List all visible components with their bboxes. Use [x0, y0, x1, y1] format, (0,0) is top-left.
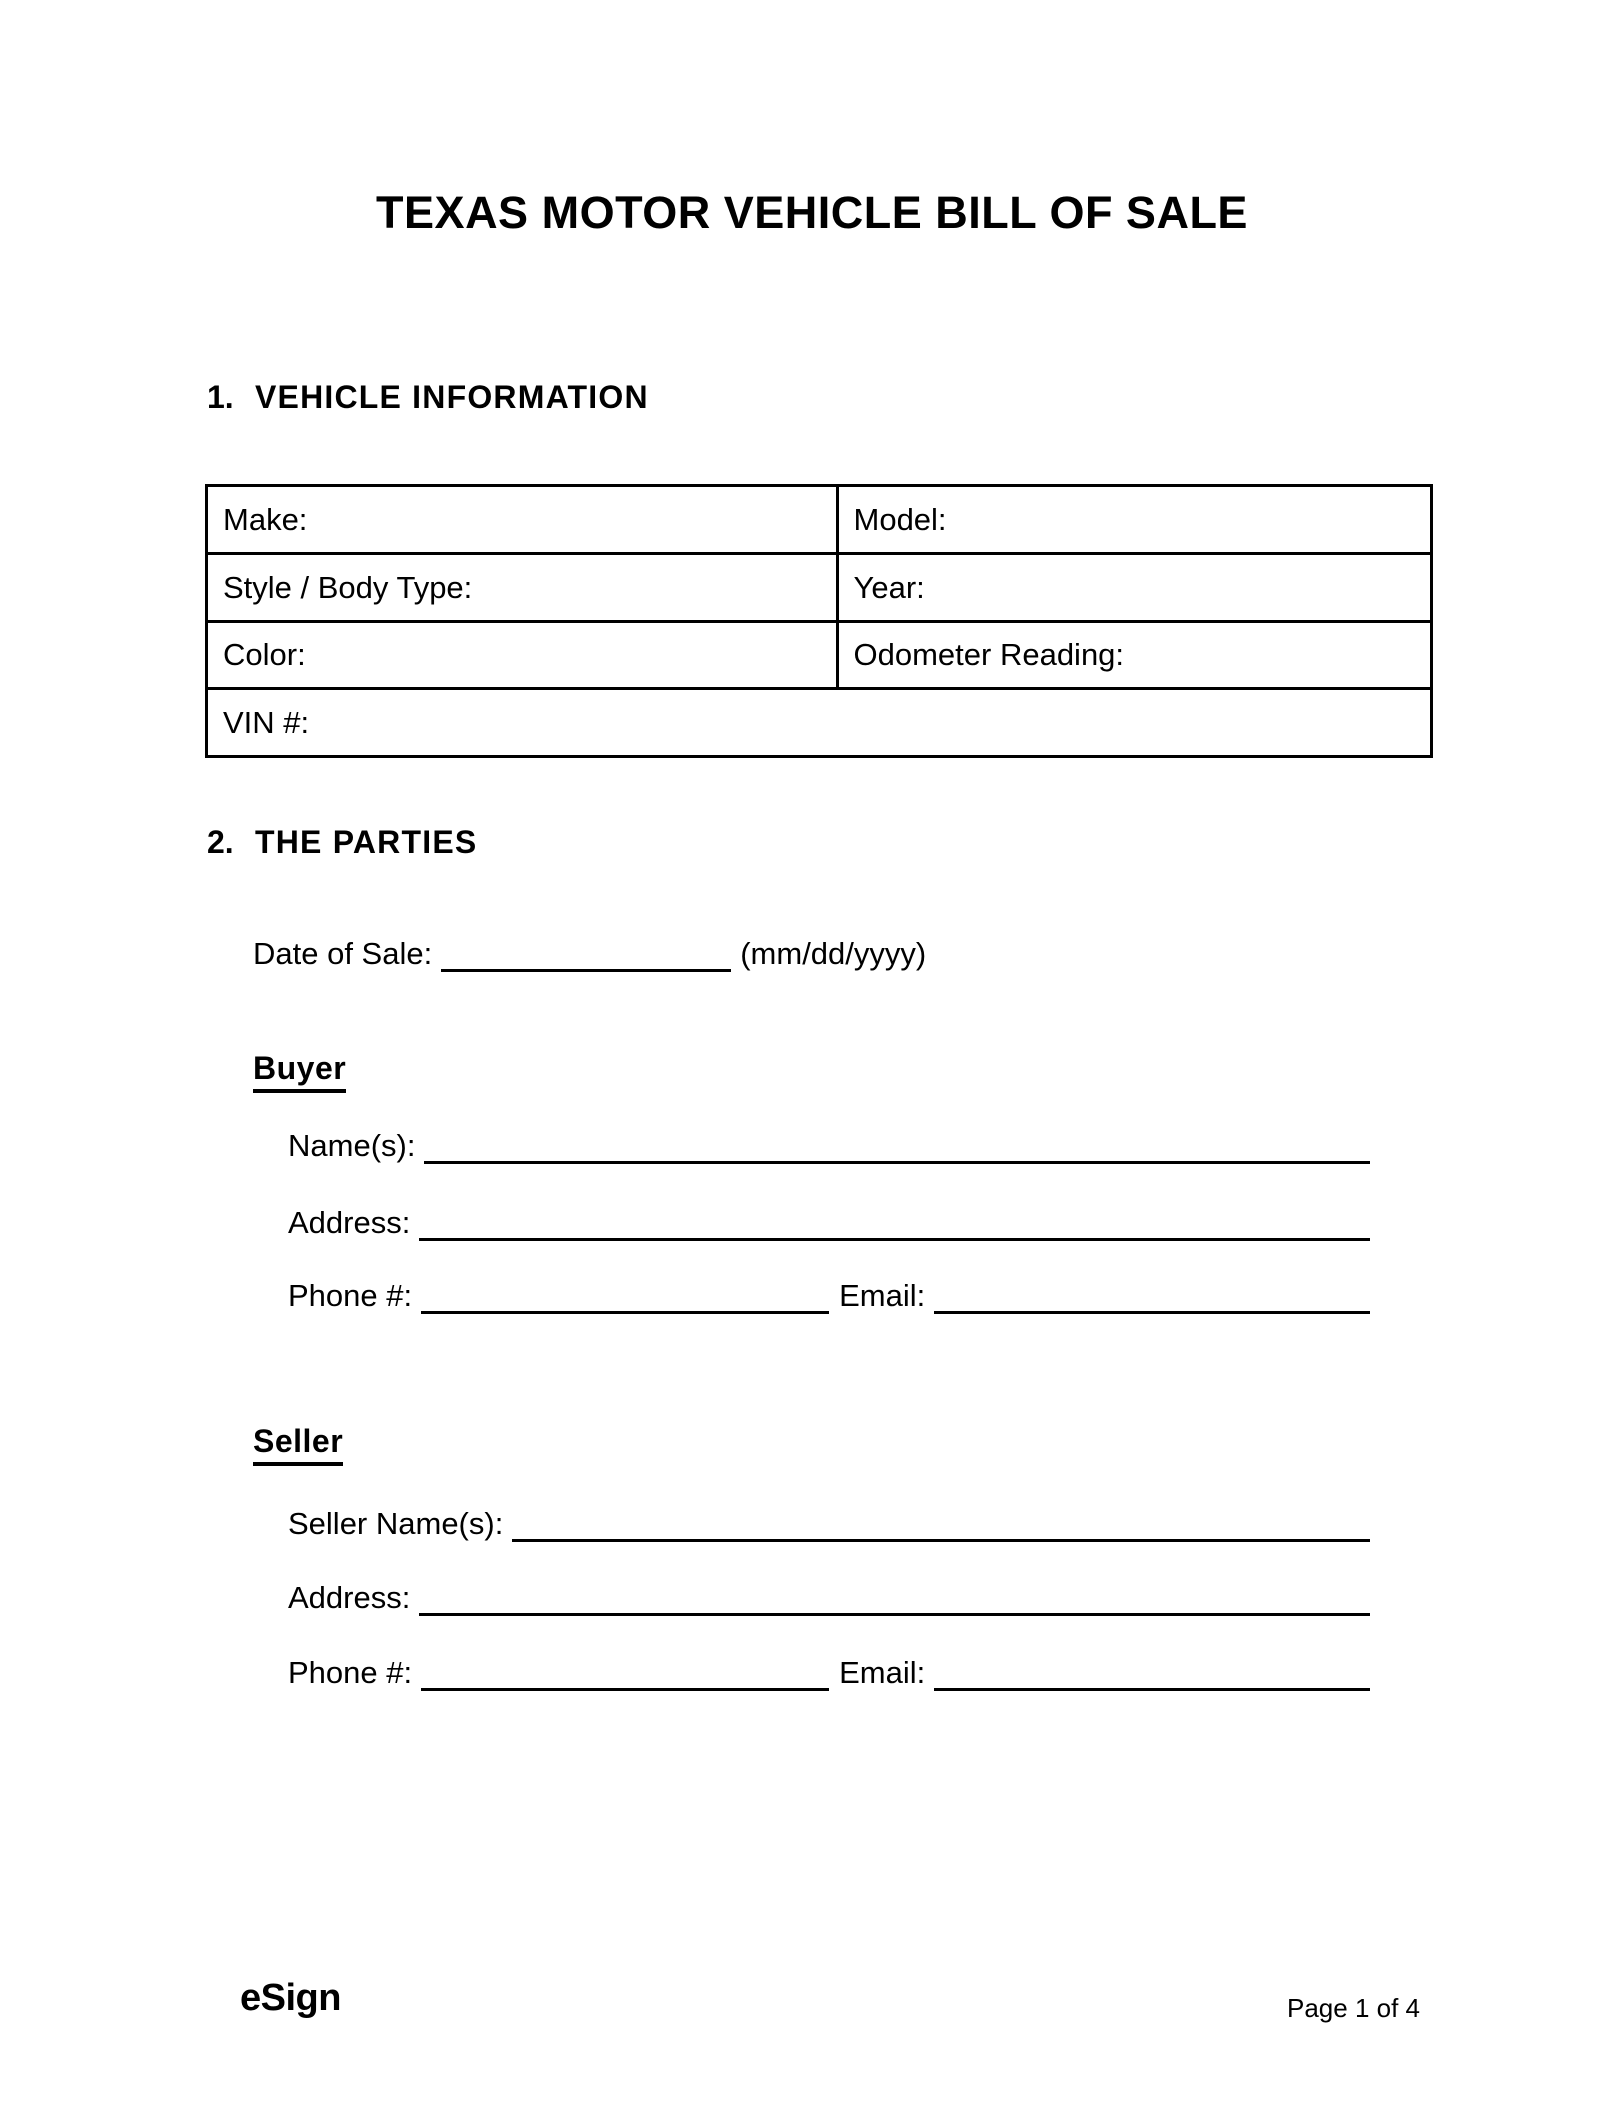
- buyer-address-input-line[interactable]: [419, 1226, 1370, 1241]
- style-body-type-field-cell[interactable]: Style / Body Type:: [207, 553, 838, 621]
- page-title: TEXAS MOTOR VEHICLE BILL OF SALE: [376, 187, 1248, 238]
- buyer-name-label: Name(s):: [288, 1128, 416, 1163]
- table-row: [207, 621, 1432, 689]
- buyer-email-input-line[interactable]: [934, 1299, 1370, 1314]
- seller-address-label: Address:: [288, 1580, 411, 1615]
- seller-phone-email-row: [288, 1657, 1370, 1688]
- model-field-cell[interactable]: Model:: [837, 486, 1432, 554]
- seller-phone-input-line[interactable]: [421, 1676, 829, 1691]
- date-of-sale-row: [253, 938, 926, 969]
- buyer-email-label: Email:: [839, 1278, 926, 1313]
- page-number: Page 1 of 4: [1287, 1993, 1420, 2023]
- seller-name-label: Seller Name(s):: [288, 1506, 504, 1541]
- buyer-section-heading: [253, 1052, 346, 1093]
- date-of-sale-input-line[interactable]: [441, 957, 731, 972]
- buyer-phone-input-line[interactable]: [421, 1299, 829, 1314]
- section-label: VEHICLE INFORMATION: [255, 379, 649, 415]
- buyer-name-row: [288, 1130, 1370, 1161]
- vin-field-cell[interactable]: VIN #:: [207, 689, 1432, 757]
- date-of-sale-label: Date of Sale:: [253, 936, 433, 971]
- seller-email-input-line[interactable]: [934, 1676, 1370, 1691]
- odometer-reading-field-cell[interactable]: Odometer Reading:: [837, 621, 1432, 689]
- section-number: 2.: [207, 824, 234, 860]
- buyer-phone-label: Phone #:: [288, 1278, 413, 1313]
- color-field-cell[interactable]: Color:: [207, 621, 838, 689]
- seller-email-label: Email:: [839, 1655, 926, 1690]
- buyer-heading-label: Buyer: [253, 1052, 346, 1093]
- section-label: THE PARTIES: [255, 824, 478, 860]
- table-row: [207, 553, 1432, 621]
- section-heading-the-parties: [207, 826, 477, 858]
- seller-section-heading: [253, 1425, 343, 1466]
- section-heading-vehicle-information: [207, 381, 649, 413]
- seller-name-input-line[interactable]: [512, 1527, 1370, 1542]
- section-number: 1.: [207, 379, 234, 415]
- buyer-phone-email-row: [288, 1280, 1370, 1311]
- buyer-name-input-line[interactable]: [424, 1149, 1370, 1164]
- buyer-address-row: [288, 1207, 1370, 1238]
- date-format-hint: (mm/dd/yyyy): [740, 936, 927, 971]
- esign-logo: eSign: [240, 1977, 341, 2019]
- table-row: [207, 689, 1432, 757]
- buyer-address-label: Address:: [288, 1205, 411, 1240]
- make-field-cell[interactable]: Make:: [207, 486, 838, 554]
- seller-heading-label: Seller: [253, 1425, 343, 1466]
- vehicle-information-table: [205, 484, 1433, 758]
- seller-name-row: [288, 1508, 1370, 1539]
- seller-address-row: [288, 1582, 1370, 1613]
- seller-phone-label: Phone #:: [288, 1655, 413, 1690]
- year-field-cell[interactable]: Year:: [837, 553, 1432, 621]
- seller-address-input-line[interactable]: [419, 1601, 1370, 1616]
- table-row: [207, 486, 1432, 554]
